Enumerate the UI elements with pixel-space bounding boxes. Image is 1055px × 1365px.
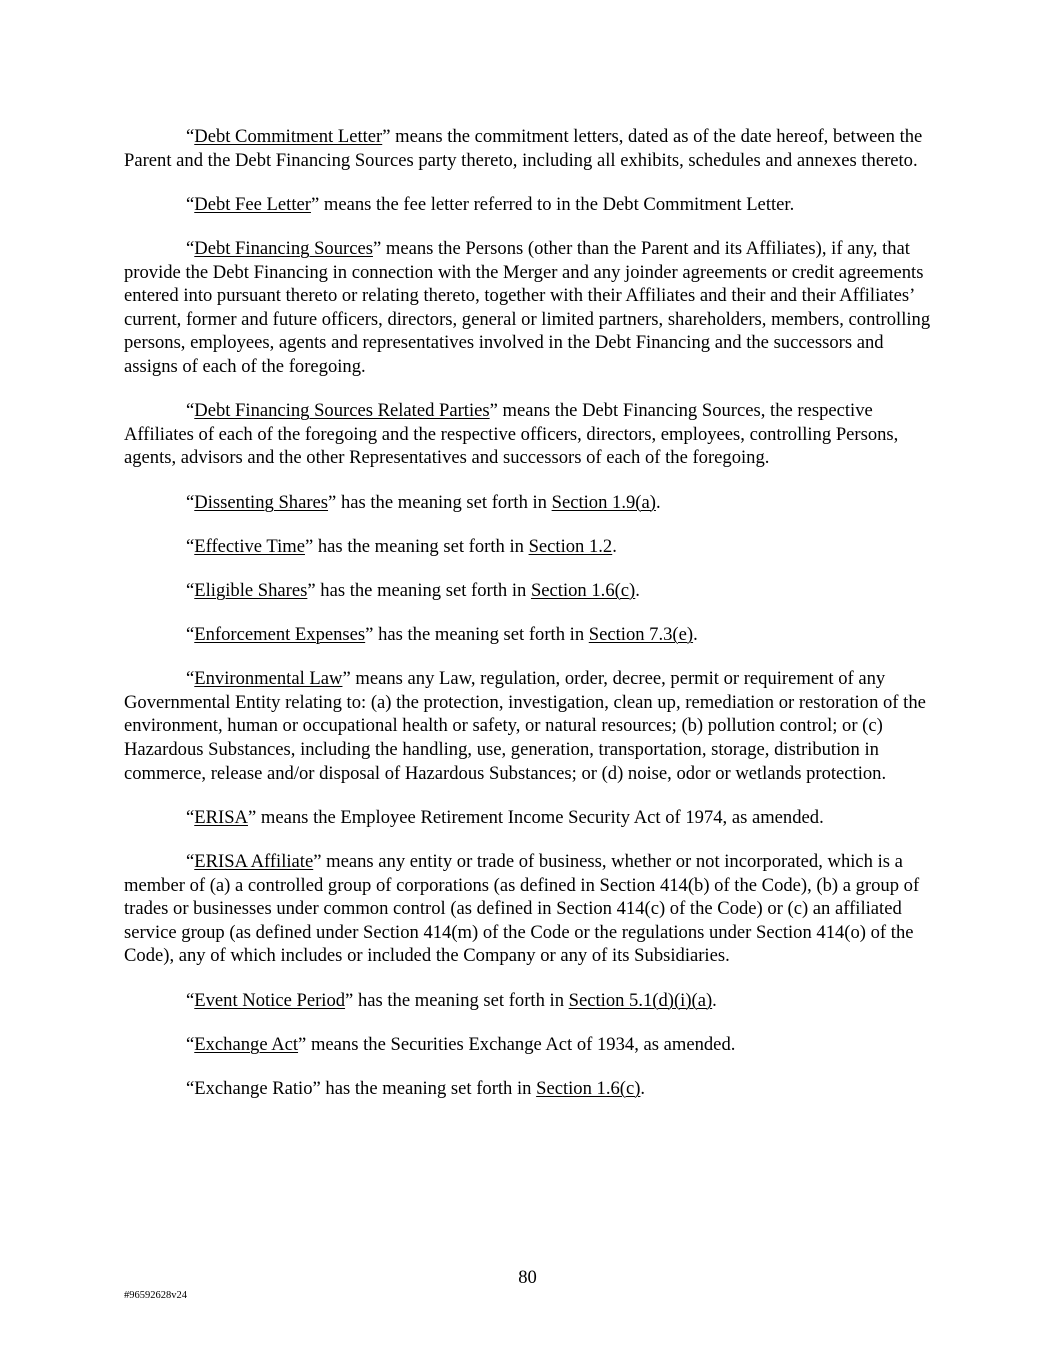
defined-term: Dissenting Shares xyxy=(194,491,329,513)
section-reference-link[interactable]: Section 7.3(e) xyxy=(588,624,694,646)
definition-paragraph: “Environmental Law” means any Law, regulation, order, decree, permit or requirement of any Governmental Entity relating to: (a) the protection, investigation, clean up, remediation or restoration of the environment, human or occupational health or safety, or natural resources; (b) pollution control; or (c) Hazardous Substances, including the handling, use, generation, transportation, storage, distribution in commerce, release and/or disposal of Hazardous Substances; or (d) noise, odor or wetlands protection. xyxy=(124,668,926,784)
defined-term: Event Notice Period xyxy=(194,989,346,1011)
defined-term: Debt Fee Letter xyxy=(194,193,311,215)
defined-term: Environmental Law xyxy=(194,668,343,690)
section-reference-link[interactable]: Section 1.9(a) xyxy=(551,491,656,513)
definition-paragraph: “Debt Financing Sources Related Parties” means the Debt Financing Sources, the respective Affiliates of each of the foregoing and the respective officers, directors, employees, controlling Persons, agents, advisors and the other Representatives and successors of each of the foregoing. xyxy=(124,400,899,469)
section-reference-link[interactable]: Section 5.1(d)(i)(a) xyxy=(568,989,713,1011)
defined-term: ERISA xyxy=(194,806,248,828)
definition-paragraph: “Dissenting Shares” has the meaning set forth in Section 1.9(a). xyxy=(186,491,661,513)
definition-text: has the meaning set forth in xyxy=(336,491,552,513)
document-id: #96592628v24 xyxy=(124,1290,187,1301)
section-reference-link[interactable]: Section 1.6(c) xyxy=(536,1077,641,1099)
defined-term: Effective Time xyxy=(194,535,305,557)
definition-paragraph: “Exchange Ratio” has the meaning set forth in Section 1.6(c). xyxy=(186,1077,646,1099)
definitions-list xyxy=(124,125,934,1121)
section-reference-link[interactable]: Section 1.2 xyxy=(528,535,613,557)
definition-paragraph: “Event Notice Period” has the meaning set forth in Section 5.1(d)(i)(a). xyxy=(186,989,717,1011)
definition-paragraph: “Debt Commitment Letter” means the commitment letters, dated as of the date hereof, between the Parent and the Debt Financing Sources party thereto, including all exhibits, schedules and annexes thereto. xyxy=(124,126,923,171)
definition-text: means the Debt Financing Sources, the respective Affiliates of each of the foregoing and the respective officers, directors, employees, controlling Persons, agents, advisors and the other Representatives and successors of each of the foregoing. xyxy=(124,400,899,469)
definition-text: means the fee letter referred to in the Debt Commitment Letter. xyxy=(319,193,795,215)
definition-paragraph: “Debt Fee Letter” means the fee letter referred to in the Debt Commitment Letter. xyxy=(186,193,795,215)
page-number: 80 xyxy=(518,1267,537,1288)
definition-paragraph: “Debt Financing Sources” means the Persons (other than the Parent and its Affiliates), if any, that provide the Debt Financing in connection with the Merger and any joinder agreements or credit agreements entered into pursuant thereto or relating thereto, together with their Affiliates and their and their Affiliates’ current, former and future officers, directors, general or limited partners, shareholders, members, controlling persons, employees, agents and representatives involved in the Debt Financing and the successors and assigns of each of the foregoing. xyxy=(124,237,931,377)
definition-paragraph: “Eligible Shares” has the meaning set forth in Section 1.6(c). xyxy=(186,579,640,601)
defined-term: Eligible Shares xyxy=(194,579,308,601)
definition-text: means the Securities Exchange Act of 1934, as amended. xyxy=(306,1033,736,1055)
defined-term: Exchange Ratio xyxy=(194,1077,313,1099)
definition-paragraph: “ERISA” means the Employee Retirement Income Security Act of 1974, as amended. xyxy=(186,806,824,828)
definition-text: means the commitment letters, dated as of the date hereof, between the Parent and the Debt Financing Sources party thereto, including all exhibits, schedules and annexes thereto. xyxy=(124,126,923,171)
definition-text: has the meaning set forth in xyxy=(373,624,589,646)
definition-paragraph: “ERISA Affiliate” means any entity or trade of business, whether or not incorporated, which is a member of (a) a controlled group of corporations (as defined in Section 414(b) of the Code), (b) a group of trades or businesses under common control (as defined in Section 414(c) of the Code) or (c) an affiliated service group (as defined under Section 414(m) of the Code or the regulations under Section 414(o) of the Code), any of which includes or included the Company or any of its Subsidiaries. xyxy=(124,851,920,967)
defined-term: Debt Commitment Letter xyxy=(194,126,383,147)
definition-text: means any entity or trade of business, whether or not incorporated, which is a member of (a) a controlled group of corporations (as defined in Section 414(b) of the Code), (b) a group of trades or businesses under common control (as defined in Section 414(c) of the Code) or (c) an affiliated service group (as defined under Section 414(m) of the Code or the regulations under Section 414(o) of the Code), any of which includes or included the Company or any of its Subsidiaries. xyxy=(124,851,920,967)
definition-text: means the Employee Retirement Income Security Act of 1974, as amended. xyxy=(256,806,824,828)
defined-term: Exchange Act xyxy=(194,1033,299,1055)
definition-paragraph: “Effective Time” has the meaning set forth in Section 1.2. xyxy=(186,535,617,557)
definition-text: has the meaning set forth in xyxy=(313,535,529,557)
definition-paragraph: “Enforcement Expenses” has the meaning set forth in Section 7.3(e). xyxy=(186,624,698,646)
definition-text: has the meaning set forth in xyxy=(353,989,569,1011)
defined-term: Debt Financing Sources xyxy=(194,237,373,259)
definition-text: means any Law, regulation, order, decree, permit or requirement of any Governmental Entity relating to: (a) the protection, investigation, clean up, remediation or restoration of the environment, human or occupational health or safety, or natural resources; (b) pollution control; or (c) Hazardous Substances, including the handling, use, generation, transportation, storage, distribution in commerce, release and/or disposal of Hazardous Substances; or (d) noise, odor or wetlands protection. xyxy=(124,668,926,784)
definition-text: means the Persons (other than the Parent and its Affiliates), if any, that provide the Debt Financing in connection with the Merger and any joinder agreements or credit agreements entered into pursuant thereto or relating thereto, together with their Affiliates and their and their Affiliates’ current, former and future officers, directors, general or limited partners, shareholders, members, controlling persons, employees, agents and representatives involved in the Debt Financing and the successors and assigns of each of the foregoing. xyxy=(124,237,931,377)
defined-term: ERISA Affiliate xyxy=(194,851,314,872)
definition-text: has the meaning set forth in xyxy=(320,1077,537,1099)
section-reference-link[interactable]: Section 1.6(c) xyxy=(530,579,636,601)
definition-text: has the meaning set forth in xyxy=(315,579,531,601)
defined-term: Debt Financing Sources Related Parties xyxy=(194,400,490,422)
definition-paragraph: “Exchange Act” means the Securities Exchange Act of 1934, as amended. xyxy=(186,1033,736,1055)
defined-term: Enforcement Expenses xyxy=(194,624,366,646)
